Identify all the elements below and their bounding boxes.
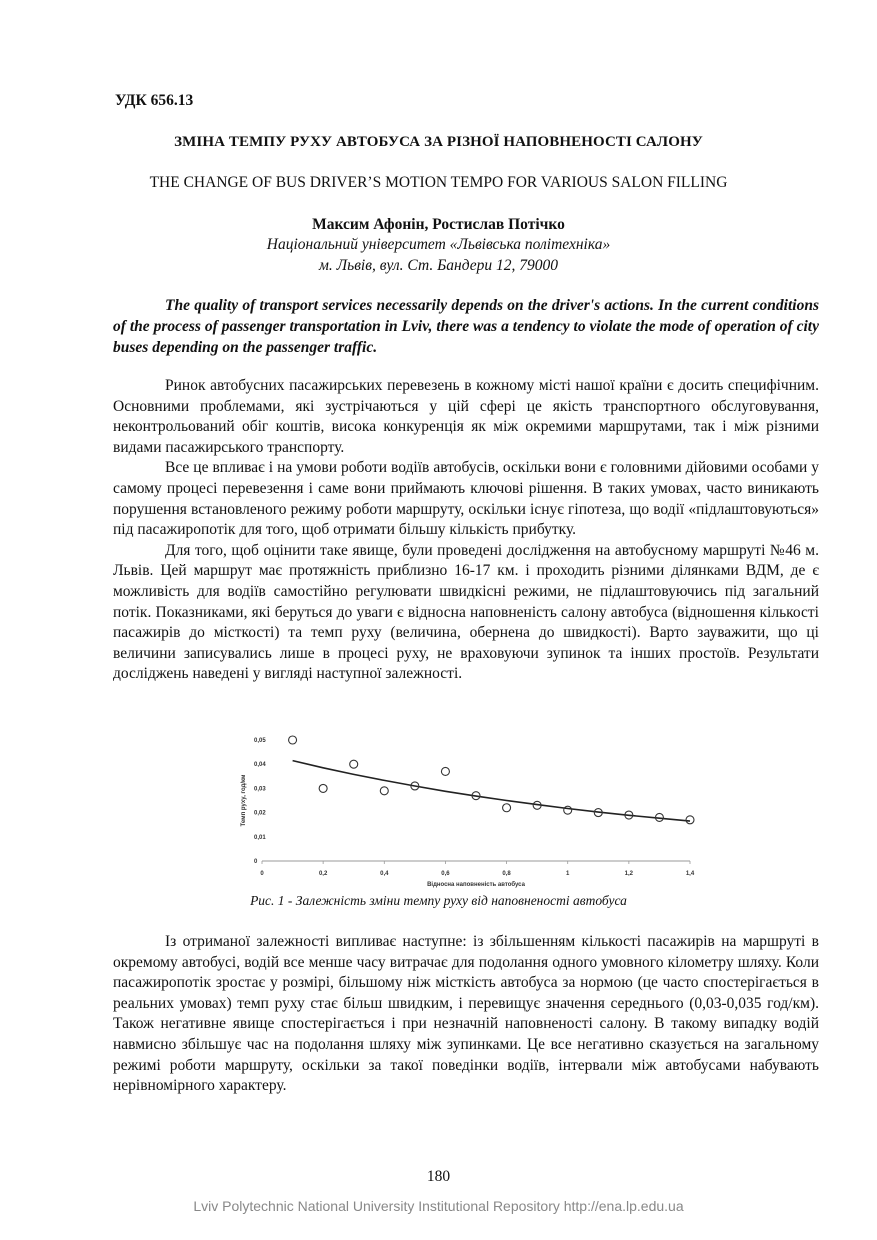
trend-line	[293, 761, 690, 822]
address: м. Львів, вул. Ст. Бандери 12, 79000	[319, 257, 558, 274]
y-tick-label: 0,01	[254, 834, 266, 841]
x-tick-label: 0,6	[441, 871, 450, 877]
udk-code: УДК 656.13	[115, 92, 194, 109]
paragraph: Все це впливає і на умови роботи водіїв автобусів, оскільки вони є головними дійовими особами у самому процесі перевезення і саме вони приймають ключові рішення. В таких умовах, часто виникають порушення встановленого режиму роботи маршруту, оскільки існує гіпотеза, що водії «підлаштовуються» під пасажиропотік для того, щоб отримати більшу кількість прибутку.	[113, 459, 819, 539]
data-point	[441, 767, 449, 775]
tempo-chart	[232, 729, 702, 891]
affiliation: Національний університет «Львівська політехніка»	[266, 236, 611, 253]
y-tick-label: 0,03	[254, 786, 266, 793]
paragraph: Із отриманої залежності випливає наступне: із збільшенням кількості пасажирів на маршруті в окремому автобусі, водій все менше часу витрачає для подолання одного умовного кілометру шляху. Коли пасажиропотік зростає у розмірі, більшому ніж місткість автобуса за нормою (це часто спостерігається в реальних умовах) темп руху стає більш швидким, і перевищує значення середнього (0,03-0,035 год/км). Також негативне явище спостерігається і при незначній наповненості салону. В такому випадку водій навмисно збільшує час на подолання шляху між зупинками. Це все негативно сказується на загальному режимі роботи маршруту, оскільки за такої поведінки водіїв, інтервали між автобусами набувають нерівномірного характеру.	[113, 933, 819, 1095]
x-tick-label: 0	[260, 871, 264, 877]
figure-caption: Рис. 1 - Залежність зміни темпу руху від наповненості автобуса	[250, 893, 627, 908]
abstract: The quality of transport services necessarily depends on the driver's actions. In the current conditions of the process of passenger transportation in Lviv, there was a tendency to violate the mode of operation of city buses depending on the passenger traffic.	[113, 297, 819, 356]
y-tick-label: 0,05	[254, 738, 266, 744]
y-axis-label: Темп руху, год/км	[241, 774, 247, 827]
y-tick-label: 0,02	[254, 810, 266, 817]
x-tick-label: 0,4	[380, 871, 389, 877]
data-point	[380, 787, 388, 795]
body-conclusion	[113, 932, 819, 1097]
y-tick-label: 0,04	[254, 762, 266, 769]
x-tick-label: 1,2	[624, 871, 634, 877]
data-point	[503, 804, 511, 812]
data-point	[564, 806, 572, 814]
x-tick-label: 1,4	[685, 871, 695, 877]
body-intro	[113, 376, 819, 685]
x-axis-label: Відносна наповненість автобуса	[427, 882, 525, 888]
x-tick-label: 1	[566, 871, 570, 877]
title-ukrainian: ЗМІНА ТЕМПУ РУХУ АВТОБУСА ЗА РІЗНОЇ НАПОВНЕНОСТІ САЛОНУ	[174, 134, 703, 150]
x-tick-label: 0,2	[318, 871, 328, 877]
data-point	[686, 816, 694, 824]
x-tick-label: 0,8	[502, 871, 511, 877]
authors: Максим Афонін, Ростислав Потічко	[312, 216, 565, 233]
data-point	[350, 760, 358, 768]
title-english: THE CHANGE OF BUS DRIVER’S MOTION TEMPO FOR VARIOUS SALON FILLING	[149, 174, 728, 191]
data-point	[319, 784, 327, 792]
paragraph: Для того, щоб оцінити таке явище, були проведені дослідження на автобусному маршруті №46 м. Львів. Цей маршрут має протяжність приблизно 16-17 км. і проходить різними ділянками ВДМ, де є можливість для водіїв самостійно регулювати швидкісні режими, не підлаштовуючись під загальний потік. Показниками, які беруться до уваги є відносна наповненість салону автобуса (відношення кількості пасажирів до місткості) та темп руху (величина, обернена до швидкості). Варто зауважити, що ці величини записувались лише в процесі руху, не враховуючи зупинок та інших простоїв. Результати досліджень наведені у вигляді наступної залежності.	[113, 541, 819, 683]
repository-footer: Lviv Polytechnic National University Institutional Repository http://ena.lp.edu.ua	[193, 1198, 684, 1214]
y-tick-label: 0	[254, 859, 258, 865]
paragraph: Ринок автобусних пасажирських перевезень в кожному місті нашої країни є досить специфічним. Основними проблемами, які зустрічаються у цій сфері це якість транспортного обслуговування, неконтрольований обіг коштів, висока конкуренція як між окремими маршрутами, так і між різними видами пасажирського транспорту.	[113, 377, 819, 456]
page-number: 180	[426, 1168, 451, 1185]
data-point	[289, 736, 297, 744]
